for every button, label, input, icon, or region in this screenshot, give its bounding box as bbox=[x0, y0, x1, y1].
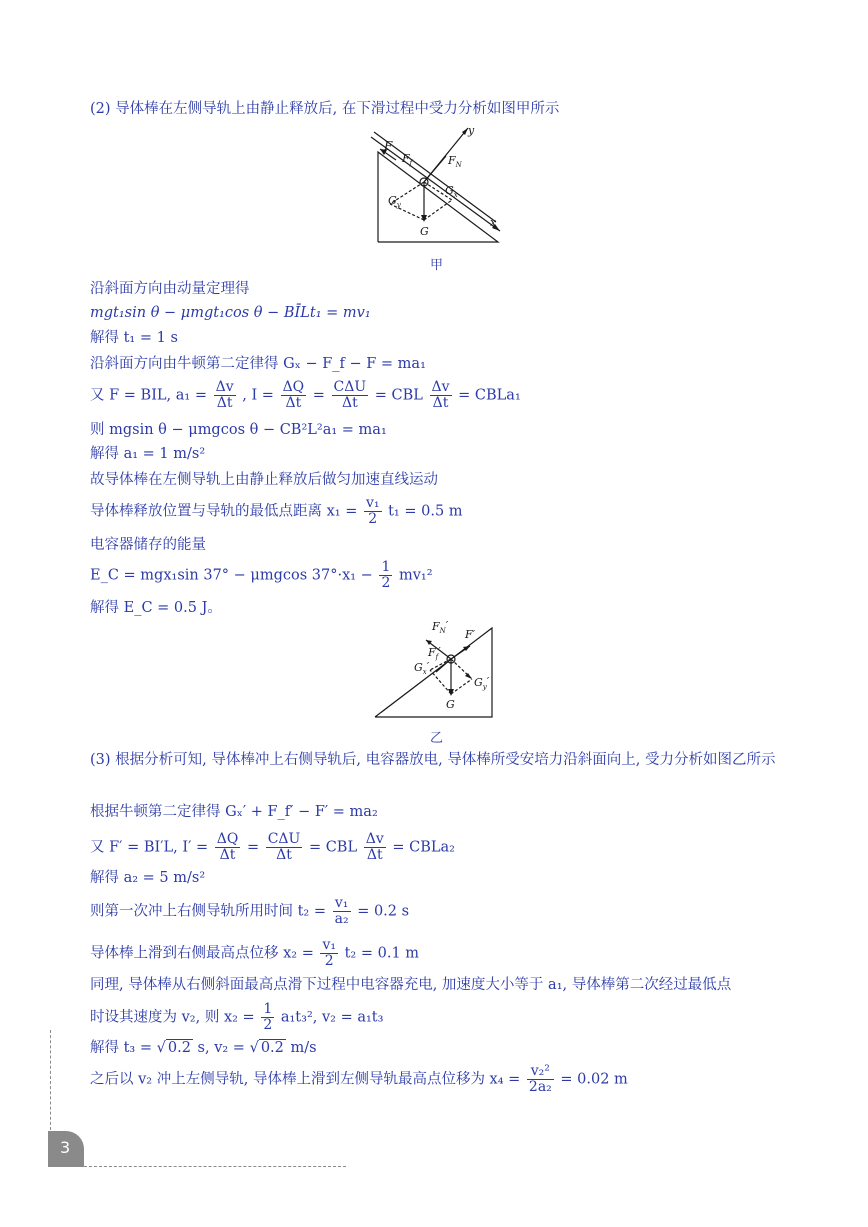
s2-line-11 bbox=[90, 560, 433, 591]
fig-jia-label-ff: $F_f$ bbox=[402, 152, 413, 167]
fig-jia-label-gy: $G_y$ bbox=[388, 194, 401, 209]
figure-jia bbox=[368, 122, 508, 248]
s2-line-12: 解得 E_C = 0.5 J。 bbox=[90, 600, 222, 616]
s2-line-6: 则 mgsin θ − μmgcos θ − CB²L²a₁ = ma₁ bbox=[90, 422, 387, 438]
s3-l8-root2: 0.2 bbox=[260, 1040, 284, 1056]
s3-l2-mid: = CBL bbox=[308, 839, 358, 856]
fig-jia-label-y: y bbox=[468, 124, 475, 137]
s3-line-2 bbox=[90, 832, 455, 863]
fig-jia-label-g: G bbox=[420, 225, 429, 238]
s3-line-5 bbox=[90, 938, 419, 969]
section3-intro: (3) 根据分析可知, 导体棒冲上右侧导轨后, 电容器放电, 导体棒所受安培力沿斜面向上, 受力分析如图乙所示 bbox=[90, 752, 776, 768]
fraction: $\frac{\Delta v}{\Delta t}$ bbox=[431, 379, 450, 411]
figure-yi bbox=[370, 616, 500, 722]
s2-l11-prefix: E_C = mgx₁sin 37° − μmgcos 37°·x₁ − bbox=[90, 567, 373, 584]
s2-l11-end: mv₁² bbox=[398, 567, 433, 584]
fraction: $\frac{\text{v₂²}}{\text{2a₂}}$ bbox=[528, 1063, 552, 1095]
s2-l5-prefix: 又 F = BIL, a₁ = bbox=[90, 387, 207, 404]
s3-line-1: 根据牛顿第二定律得 Gₓ′ + F_f′ − F′ = ma₂ bbox=[90, 804, 378, 820]
s2-line-10: 电容器储存的能量 bbox=[90, 537, 206, 553]
fraction: $\frac{\Delta v}{\Delta t}$ bbox=[215, 379, 234, 411]
s3-l2-prefix: 又 F′ = BI′L, I′ = bbox=[90, 839, 209, 856]
fig-yi-label-gx: $G_x'$ bbox=[414, 660, 430, 676]
s3-l7-end: a₁t₃², v₂ = a₁t₃ bbox=[280, 1009, 384, 1026]
section2-intro: (2) 导体棒在左侧导轨上由静止释放后, 在下滑过程中受力分析如图甲所示 bbox=[90, 101, 560, 117]
fraction: $\frac{\text{v₁}}{\text{a₂}}$ bbox=[334, 895, 349, 927]
fig-jia-label-fn: $F_N$ bbox=[448, 154, 462, 169]
fraction: $\frac{\Delta Q}{\Delta t}$ bbox=[216, 831, 239, 863]
footer-dashed-line bbox=[84, 1166, 346, 1167]
fig-yi-label-g: G bbox=[446, 698, 455, 711]
s3-l2-end: = CBLa₂ bbox=[392, 839, 455, 856]
s2-l5-mid1: , I = bbox=[242, 387, 274, 404]
figure-jia-caption: 甲 bbox=[430, 258, 444, 273]
figure-yi-caption: 乙 bbox=[430, 731, 444, 746]
s2-line-2: mgt₁sin θ − μmgt₁cos θ − BĪLt₁ = mv₁ bbox=[90, 305, 371, 321]
s3-l4-prefix: 则第一次冲上右侧导轨所用时间 t₂ = bbox=[90, 903, 327, 920]
s2-l5-eq: = bbox=[312, 387, 325, 404]
s3-line-7 bbox=[90, 1002, 383, 1033]
fraction: $\frac{\Delta Q}{\Delta t}$ bbox=[282, 379, 305, 411]
s3-l8-mid: s, v₂ = √ bbox=[197, 1040, 259, 1056]
s3-l4-end: = 0.2 s bbox=[357, 903, 410, 920]
s3-line-4 bbox=[90, 896, 409, 927]
fraction: $\frac{1}{2}$ bbox=[381, 559, 391, 591]
s2-line-1: 沿斜面方向由动量定理得 bbox=[90, 281, 250, 297]
page-number: 3 bbox=[60, 1138, 71, 1157]
s2-line-5 bbox=[90, 380, 521, 411]
s2-line-7: 解得 a₁ = 1 m/s² bbox=[90, 446, 206, 462]
s2-line-3: 解得 t₁ = 1 s bbox=[90, 330, 178, 346]
s3-line-3: 解得 a₂ = 5 m/s² bbox=[90, 870, 206, 886]
fig-yi-label-gy: $G_y'$ bbox=[474, 675, 490, 691]
fig-jia-label-x: x bbox=[490, 216, 497, 229]
fraction: $\frac{\Delta v}{\Delta t}$ bbox=[365, 831, 384, 863]
s2-l9-end: t₁ = 0.5 m bbox=[388, 503, 463, 520]
margin-dashed-line bbox=[50, 1030, 51, 1130]
s3-l2-eq: = bbox=[246, 839, 260, 856]
fraction: $\frac{\text{v₁}}{2}$ bbox=[322, 937, 336, 969]
fig-jia-label-f: F bbox=[384, 139, 393, 153]
s3-l9-end: = 0.02 m bbox=[560, 1071, 628, 1088]
s2-l9-prefix: 导体棒释放位置与导轨的最低点距离 x₁ = bbox=[90, 503, 358, 520]
fraction: $\frac{1}{2}$ bbox=[263, 1001, 273, 1033]
s2-line-9 bbox=[90, 496, 463, 527]
s3-l7-prefix: 时设其速度为 v₂, 则 x₂ = bbox=[90, 1009, 255, 1026]
s3-l9-prefix: 之后以 v₂ 冲上左侧导轨, 导体棒上滑到左侧导轨最高点位移为 x₄ = bbox=[90, 1071, 521, 1088]
s3-l8-end: m/s bbox=[290, 1040, 317, 1056]
fig-jia-label-gx: $G_x$ bbox=[445, 184, 458, 199]
s3-line-9 bbox=[90, 1064, 628, 1095]
fig-yi-label-ff: $F_f'$ bbox=[428, 645, 441, 661]
fraction: $\frac{\text{CΔU}}{\Delta t}$ bbox=[267, 831, 301, 863]
fraction: $\frac{\text{v₁}}{2}$ bbox=[365, 495, 380, 527]
s3-l5-end: t₂ = 0.1 m bbox=[344, 945, 420, 962]
s3-line-6: 同理, 导体棒从右侧斜面最高点滑下过程中电容器充电, 加速度大小等于 a₁, 导体棒第二次经过最低点 bbox=[90, 977, 732, 993]
fig-yi-label-fn: $F_N'$ bbox=[432, 619, 449, 635]
s2-line-4: 沿斜面方向由牛顿第二定律得 Gₓ − F_f − F = ma₁ bbox=[90, 356, 426, 372]
fraction: $\frac{\text{CΔU}}{\Delta t}$ bbox=[333, 379, 367, 411]
s2-l5-mid2: = CBL bbox=[374, 387, 423, 404]
s3-l8-root1: 0.2 bbox=[167, 1040, 191, 1056]
s3-l5-prefix: 导体棒上滑到右侧最高点位移 x₂ = bbox=[90, 945, 314, 962]
fig-yi-label-f: F′ bbox=[465, 628, 476, 641]
s3-l8-prefix: 解得 t₃ = √ bbox=[90, 1040, 166, 1056]
s2-l5-end: = CBLa₁ bbox=[458, 387, 521, 404]
s3-line-8 bbox=[90, 1038, 317, 1058]
s2-line-8: 故导体棒在左侧导轨上由静止释放后做匀加速直线运动 bbox=[90, 472, 438, 488]
